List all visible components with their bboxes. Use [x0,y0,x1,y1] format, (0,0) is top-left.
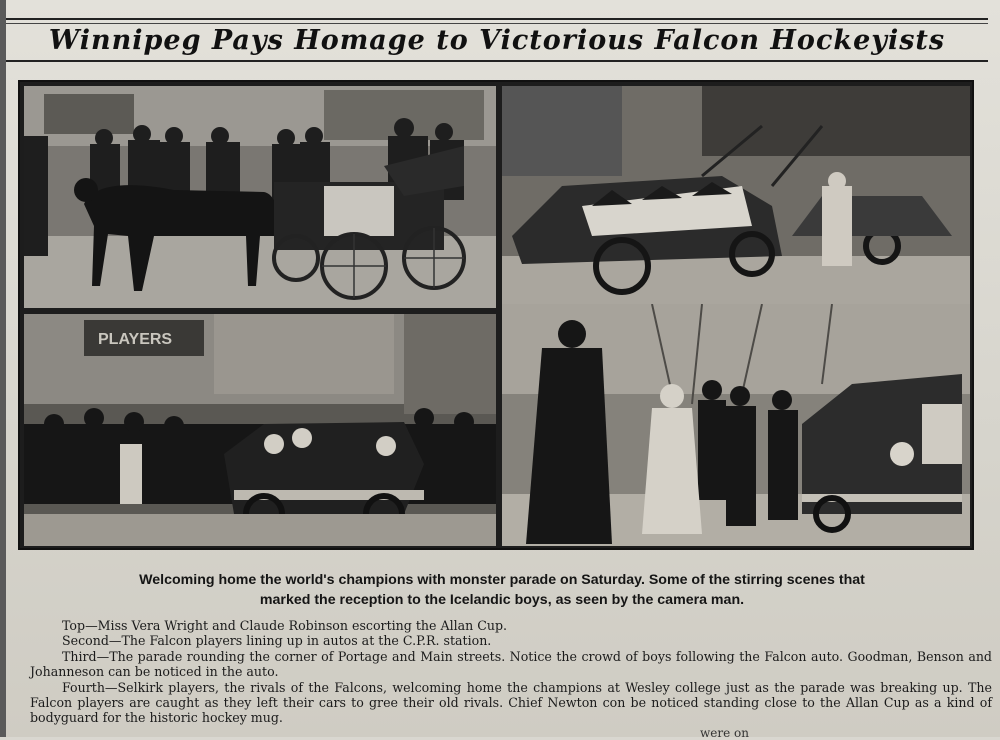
scan-edge [0,0,6,737]
photo-selkirk-welcome [502,304,970,546]
caption-line-2: marked the reception to the Icelandic boys, as seen by the camera man. [259,592,745,608]
parade-image [24,314,496,546]
caption-details [30,618,992,726]
autos-image [502,86,970,308]
sign-text: PLAYERS [98,331,173,348]
photo-collage [18,80,974,550]
photo-autos-station [502,86,970,308]
headline-box [6,18,988,62]
detail-third: Third—The parade rounding the corner of Portage and Main streets. Notice the crowd of boys following the Falcon auto. Goodman, Benson and Johanneson can be noticed in the auto. [30,648,992,680]
cutoff-text: were on [700,726,749,740]
headline: Winnipeg Pays Homage to Victorious Falcon Hockeyists [48,24,946,56]
carriage-image [24,86,496,308]
caption [22,570,982,610]
welcome-image [502,304,970,546]
caption-line-1: Welcoming home the world's champions with monster parade on Saturday. Some of the stirring scenes that [139,572,865,588]
photo-parade-corner [24,314,496,546]
detail-top: Top—Miss Vera Wright and Claude Robinson escorting the Allan Cup. [62,618,508,633]
detail-second: Second—The Falcon players lining up in autos at the C.P.R. station. [62,633,492,649]
photo-carriage [24,86,496,308]
detail-fourth: Fourth—Selkirk players, the rivals of the Falcons, welcoming home the champions at Wesley college just as the parade was breaking up. The Falcon players are caught as they left their cars to gree their old rivals. Chief Newton con be noticed standing close to the Allan Cup as a kind of bodyguard for the historic hockey mug. [30,679,992,726]
